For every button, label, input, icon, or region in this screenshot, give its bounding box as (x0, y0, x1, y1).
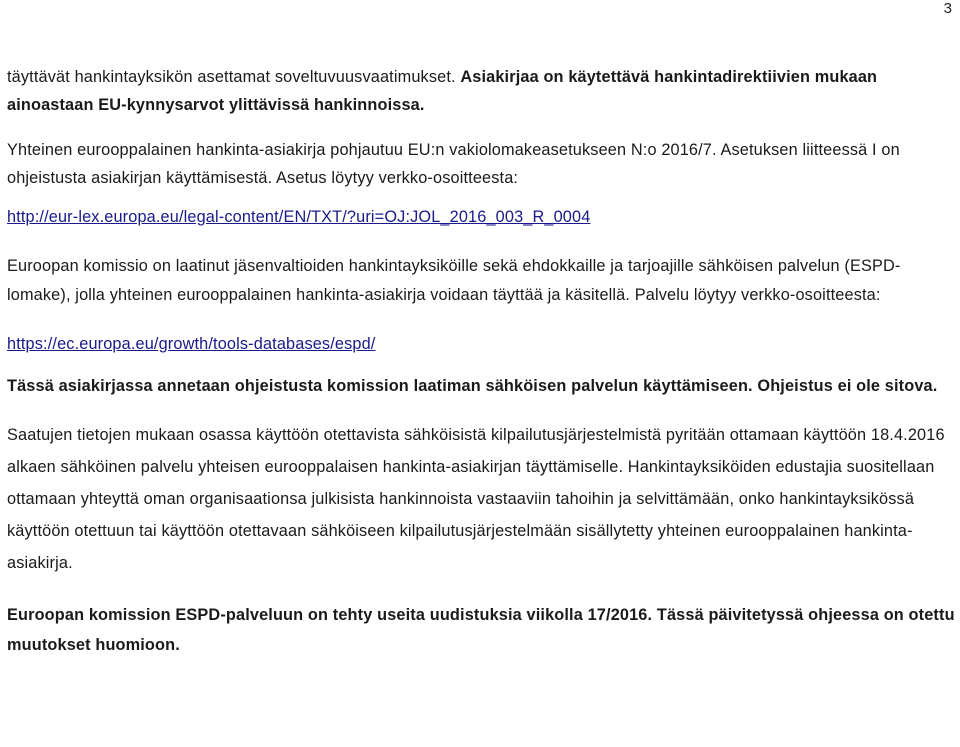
paragraph-text: täyttävät hankintayksikön asettamat soveltuvuusvaatimukset. (7, 68, 461, 86)
paragraph-guidance-note: Tässä asiakirjassa annetaan ohjeistusta komission laatiman sähköisen palvelun käyttämiseen. Ohjeistus ei ole sitova. (7, 377, 938, 395)
paragraph-suitability (7, 63, 955, 119)
espd-link[interactable]: https://ec.europa.eu/growth/tools-databases/espd/ (7, 335, 376, 353)
paragraph-regulation: Yhteinen eurooppalainen hankinta-asiakirja pohjautuu EU:n vakiolomakeasetukseen N:o 2016/7. Asetuksen liitteessä I on ohjeistusta asiakirjan käyttämisestä. Asetus löytyy verkko-osoitteesta: (7, 141, 900, 187)
page-number: 3 (943, 0, 952, 17)
document-body (7, 63, 955, 660)
paragraph-update-note: Euroopan komission ESPD-palveluun on tehty useita uudistuksia viikolla 17/2016. Tässä päivitetyssä ohjeessa on otettu muutokset huomioon. (7, 606, 955, 654)
paragraph-link-eurlex (7, 204, 955, 230)
paragraph-implementation: Saatujen tietojen mukaan osassa käyttöön otettavista sähköisistä kilpailutusjärjestelmistä pyritään ottamaan käyttöön 18.4.2016 alkaen sähköinen palvelu yhteisen eurooppalaisen hankinta-asiakirjan täyttämiselle. Hankintayksiköiden edustajia suositellaan ottamaan yhteyttä oman organisaationsa julkisista hankinnoista vastaaviin tahoihin ja selvittämään, onko hankintayksikössä käyttöön otettuun tai käyttöön otettavaan sähköiseen kilpailutusjärjestelmään sisällytetty yhteinen eurooppalainen hankinta-asiakirja. (7, 426, 945, 572)
paragraph-espd-service: Euroopan komissio on laatinut jäsenvaltioiden hankintayksiköille sekä ehdokkaille ja tarjoajille sähköisen palvelun (ESPD-lomake), jolla yhteinen eurooppalainen hankinta-asiakirja voidaan täyttää ja käsitellä. Palvelu löytyy verkko-osoitteesta: (7, 257, 901, 304)
eur-lex-link[interactable]: http://eur-lex.europa.eu/legal-content/EN/TXT/?uri=OJ:JOL_2016_003_R_0004 (7, 208, 591, 226)
paragraph-link-espd (7, 330, 955, 358)
paragraph-bold-text: Asiakirjaa on käytettävä hankintadirektiivien mukaan ainoastaan EU-kynnysarvot ylittävissä hankinnoissa. (7, 68, 878, 114)
